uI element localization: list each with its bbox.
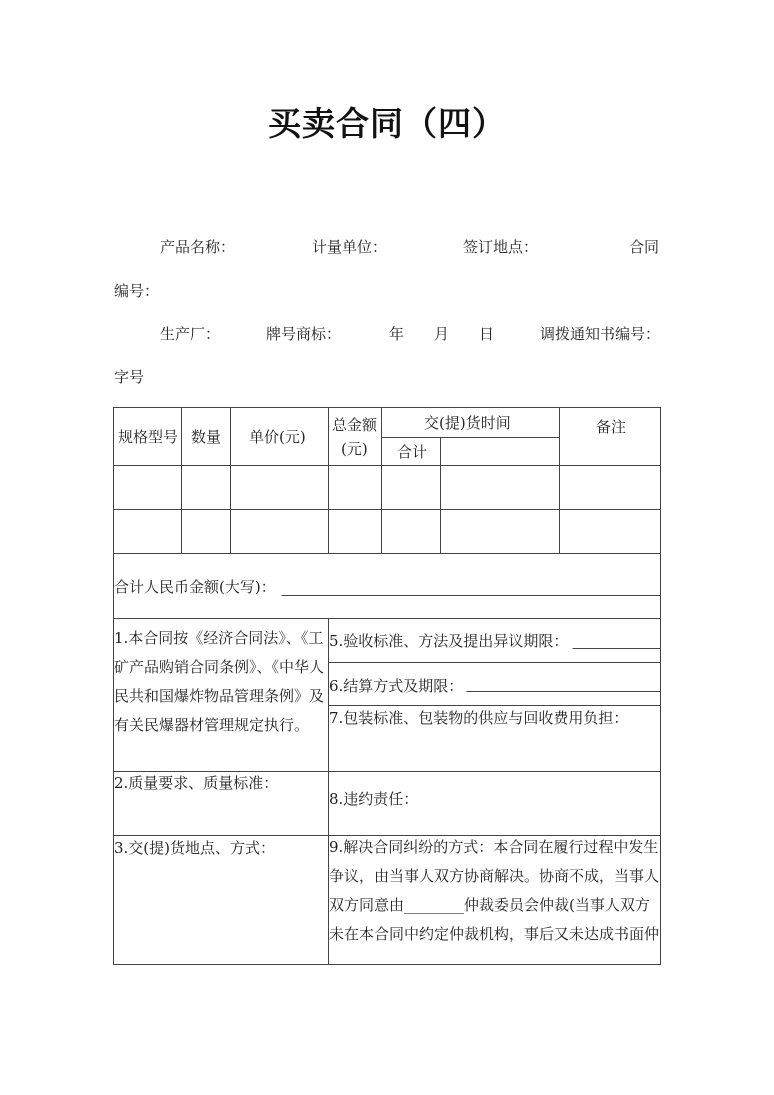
contract-label-a: 合同 xyxy=(629,238,660,256)
day-label: 日 xyxy=(479,325,495,343)
clause-1: 1.本合同按《经济合同法》、《工矿产品购销合同条例》、《中华人民共和国爆炸物品管理条例》及有关民爆器材管理规定执行。 xyxy=(114,629,325,734)
clause-6: 6.结算方式及期限： xyxy=(329,677,464,695)
sign-place-label: 签订地点： xyxy=(463,238,539,256)
clause-3: 3.交(提)货地点、方式： xyxy=(114,839,276,857)
clause-9: 9.解决合同纠纷的方式：本合同在履行过程中发生争议，由当事人双方协商解决。协商不成，当事人双方同意由________仲裁委员会仲裁(当事人双方未在本合同中约定仲裁机构，事后又未达成书面仲 xyxy=(329,838,660,943)
header-spec: 规格型号 xyxy=(118,428,179,446)
header-total-a: 总金额 xyxy=(332,416,378,434)
rmb-total-label: 合计人民币金额(大写)： xyxy=(114,578,276,596)
brand-label: 牌号商标： xyxy=(266,325,342,343)
unit-label: 计量单位： xyxy=(312,238,388,256)
month-label: 月 xyxy=(434,325,450,343)
clause-5: 5.验收标准、方法及提出异议期限： xyxy=(329,632,569,650)
product-name-label: 产品名称： xyxy=(160,238,236,256)
header-note: 备注 xyxy=(596,418,627,436)
clause-2: 2.质量要求、质量标准： xyxy=(114,774,279,792)
header-qty: 数量 xyxy=(191,428,222,446)
header-sum: 合计 xyxy=(397,443,428,461)
clause-7: 7.包装标准、包装物的供应与回收费用负担： xyxy=(329,709,629,727)
header-total-b: (元) xyxy=(341,440,368,458)
document-title: 买卖合同（四） xyxy=(268,104,506,143)
year-label: 年 xyxy=(389,325,405,343)
clause-8: 8.违约责任： xyxy=(329,790,419,808)
contract-label-b: 编号： xyxy=(114,282,160,300)
header-delivery-time: 交(提)货时间 xyxy=(424,414,511,432)
zihao-label: 字号 xyxy=(114,368,145,386)
allocation-label: 调拨通知书编号： xyxy=(540,325,661,343)
factory-label: 生产厂： xyxy=(160,325,221,343)
header-price: 单价(元) xyxy=(249,428,306,446)
